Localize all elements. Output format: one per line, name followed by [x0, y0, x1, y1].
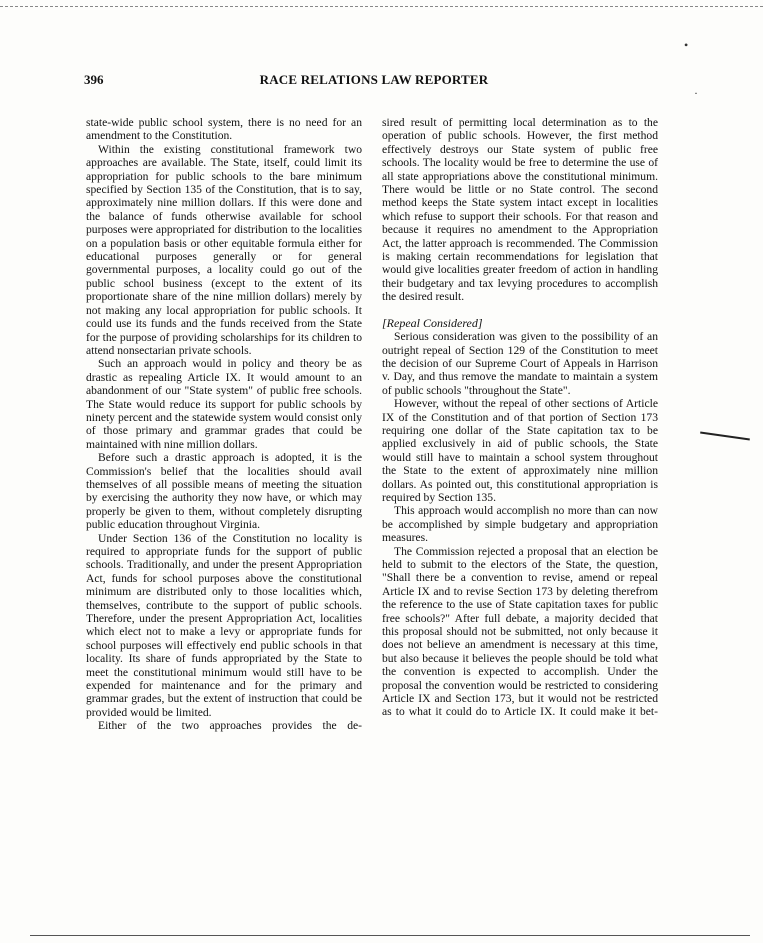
paragraph: Serious consideration was given to the possibility of an outright repeal of Section 129 of the Constitution to meet the decision of our Supreme Court of Appeals in Harrison v. Day, and thus remove the mandate to maintain a system of public schools "throughout the State". — [382, 330, 658, 397]
paragraph: Such an approach would in policy and theory be as drastic as repealing Article IX. It would amount to an abandonment of our "State system" of public free schools. The State would reduce its support for public schools by ninety percent and the statewide system would consist only of those primary and grammar grades that could be maintained with nine million dollars. — [86, 357, 362, 451]
paragraph: Within the existing constitutional framework two approaches are available. The State, itself, could limit its appropriation for public schools to the bare minimum specified by Section 135 of the Constitution, that is to say, approximately nine million dollars. If this were done and the balance of funds otherwise available for school purposes were appropriated for distribution to the localities on a population basis or other equitable formula either for educational purposes generally or for general governmental purposes, a locality could go out of the public school business (except to the extent of its proportionate share of the nine million dollars) merely by not making any local appropriation for public schools. It could use its funds and the funds received from the State for the purpose of providing scholarships for its children to attend nonsectarian private schools. — [86, 142, 362, 357]
left-column — [86, 116, 362, 733]
page-header — [84, 72, 664, 88]
section-heading: [Repeal Considered] — [382, 315, 483, 330]
paragraph: Either of the two approaches provides the de- — [98, 719, 362, 733]
paragraph: Before such a drastic approach is adopted, it is the Commission's belief that the localities should avail themselves of all possible means of meeting the situation by exercising the authority they now have, or which may properly be given to them, without completely disrupting public education throughout Virginia. — [86, 451, 362, 532]
scan-speck: • — [684, 38, 689, 52]
scan-dash-mark — [700, 432, 750, 441]
scan-top-edge — [0, 6, 763, 7]
page-number: 396 — [84, 72, 104, 87]
paragraph: However, without the repeal of other sections of Article IX of the Constitution and of that portion of Section 173 requiring one dollar of the State capitation tax to be applied exclusively in aid of public schools, the State would still have to maintain a school system throughout the State to the extent of approximately nine million dollars. As pointed out, this constitutional appropriation is required by Section 135. — [382, 397, 658, 504]
scan-bottom-edge — [30, 935, 750, 936]
paragraph: This approach would accomplish no more than can now be accomplished by simple budgetary and appropriation measures. — [382, 504, 658, 545]
paragraph: The Commission rejected a proposal that an election be held to submit to the electors of the State, the question, "Shall there be a convention to revise, amend or repeal Article IX and to revise Section 173 by deleting therefrom the reference to the use of State capitation taxes for public free schools?" After full debate, a majority decided that this proposal should not be submitted, not only because it does not believe an amendment is necessary at this time, but also because it believes the people should be told what the convention is expected to accomplish. Under the proposal the convention would be restricted to considering Article IX and Section 173, but it would not be restricted as to what it could do to Article IX. It could make it bet- — [382, 544, 658, 719]
scan-speck: · — [694, 86, 698, 100]
paragraph: Under Section 136 of the Constitution no locality is required to appropriate funds for the support of public schools. Traditionally, and under the present Appropriation Act, funds for school purposes above the constitutional minimum are distributed only to those localities which, themselves, contribute to the support of public schools. Therefore, under the present Appropriation Act, localities which elect not to make a levy or appropriate funds for school purposes will effectively end public schools in that locality. Its share of funds appropriated by the State to meet the constitutional minimum would still have to be expended for maintenance and for the primary and grammar grades, but the extent of instruction that could be provided would be limited. — [86, 531, 362, 719]
paragraph: state-wide public school system, there is no need for an amendment to the Constitution. — [86, 116, 362, 143]
paragraph: sired result of permitting local determination as to the operation of public schools. However, the first method effectively destroys our State system of public free schools. The locality would be free to determine the use of all state appropriations above the constitutional minimum. There would be little or no State control. The second method keeps the State system intact except in localities which refuse to support their schools. For that reason and because it requires no amendment to the Appropriation Act, the latter approach is recommended. The Commission is making certain recommendations for legislation that would give localities greater freedom of action in handling their budgetary and tax levying procedures to accomplish the desired result. — [382, 116, 658, 304]
running-title: RACE RELATIONS LAW REPORTER — [259, 72, 489, 87]
right-column — [382, 116, 658, 719]
